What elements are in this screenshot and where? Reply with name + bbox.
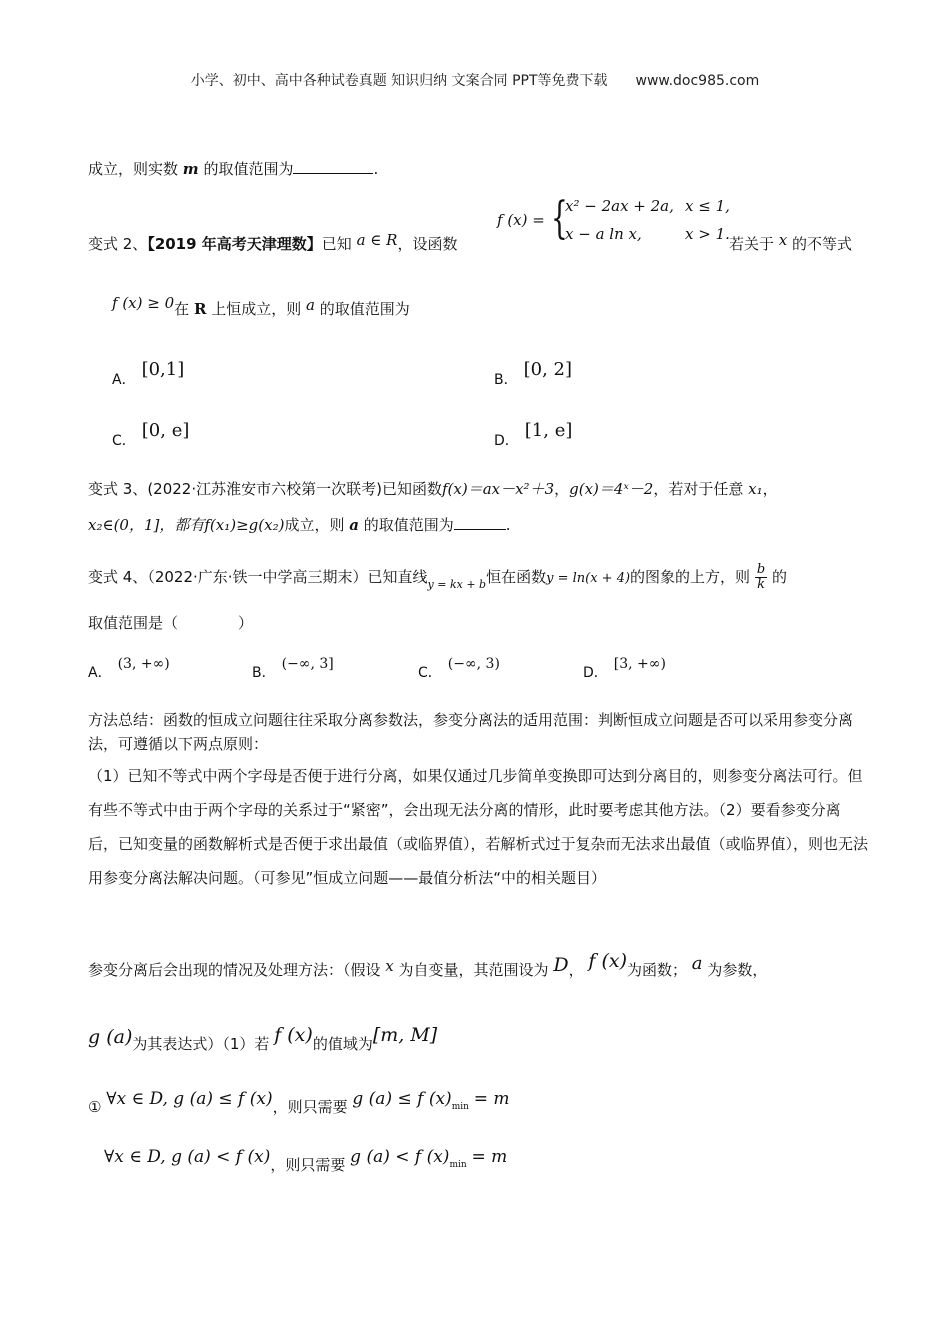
circle-number: ①: [88, 1098, 102, 1116]
variant-3-line: 变式 3、(2022·江苏淮安市六校第一次联考)已知函数f(x)＝ax－x²＋3，g(x)＝4ˣ－2，若对于任意 x₁，: [88, 480, 778, 498]
choice-letter: D．: [583, 665, 608, 681]
subscript-min: min: [449, 1160, 467, 1170]
variant-source: （2022·广东·铁一中学高三期末）: [147, 568, 368, 586]
variant-label: 变式 2、: [88, 235, 148, 253]
math-condition: ∀x ∈ D, g (a) ≤ f (x): [106, 1089, 273, 1109]
text: 上恒成立，则: [211, 300, 302, 318]
choice-letter: B．: [494, 372, 518, 388]
header-text: 小学、初中、高中各种试卷真题 知识归纳 文案合同 PPT等免费下载: [190, 73, 608, 89]
text: 在: [174, 300, 190, 318]
math-inequality: f(x₁)≥g(x₂): [204, 516, 285, 534]
math-result: g (a) < f (x): [350, 1147, 450, 1167]
text: 的不等式: [792, 235, 853, 253]
cases-line-2: [88, 1024, 438, 1055]
variable-a: a: [349, 516, 359, 534]
math-case1: x² − 2ax + 2a,: [565, 197, 674, 215]
choice-value: [0, 2]: [523, 359, 573, 380]
variant-source: 【2019 年高考天津理数】: [147, 235, 322, 253]
fraction-b-over-k: [755, 563, 767, 592]
choice-letter: B．: [252, 665, 276, 681]
variant-4-line-2: [88, 612, 253, 634]
choice-value: [0,1]: [141, 359, 185, 380]
cases-line-1: [88, 950, 768, 981]
text: ，: [568, 961, 584, 979]
variant-2-tail: [729, 233, 852, 255]
text: ，: [554, 480, 570, 498]
text: 成立，则实数: [88, 160, 179, 178]
answer-blank: [293, 159, 373, 174]
frac-numerator: b: [756, 562, 766, 577]
variable-a: a: [305, 296, 315, 314]
choice-value: (3, +∞): [117, 656, 170, 672]
variant-label: 变式 4、: [88, 568, 148, 586]
choice-value: [0, e]: [141, 420, 190, 441]
text: 的值域为: [312, 1035, 373, 1053]
text: 成立，则: [284, 516, 345, 534]
v4-choice-a[interactable]: [88, 656, 170, 682]
math-x1: x₁: [748, 480, 763, 498]
math-condition: ∀x ∈ D, g (a) < f (x): [104, 1147, 271, 1167]
case-1-rule-2: [104, 1147, 508, 1182]
text: 为参数，: [707, 961, 768, 979]
choice-letter: C．: [418, 665, 442, 681]
case-row-2: [565, 225, 730, 243]
method-principles: （1）已知不等式中两个字母是否便于进行分离，如果仅通过几步简单变换即可达到分离目的，则参变分离法可行。但有些不等式中由于两个字母的关系过于“紧密”，会出现无法分离的情形，此时要考虑其他方法。（2）要看参变分离后，已知变量的函数解析式是否便于求出最值（或临界值），若解析式过于复杂而无法求出最值（或临界值），则也无法用参变分离法解决问题。（可参见”恒成立问题——最值分析法“中的相关题目）: [88, 767, 869, 887]
math-fx: f (x): [588, 950, 627, 972]
text: ，设函数: [397, 235, 458, 253]
choice-letter: D．: [494, 433, 519, 449]
text: ，则只需要: [272, 1098, 348, 1116]
text: 的图象的上方，则: [630, 568, 751, 586]
variant-4-line: [88, 563, 787, 592]
variant-source: (2022·江苏淮安市六校第一次联考): [147, 480, 382, 498]
math-R: R: [193, 300, 207, 318]
choice-letter: A．: [88, 665, 112, 681]
variant-2-line: [88, 233, 458, 255]
variable-D: D: [553, 954, 569, 976]
v4-choice-b[interactable]: [252, 656, 334, 682]
choice-letter: C．: [112, 433, 136, 449]
math-fx: f (x): [274, 1024, 313, 1046]
text: 为函数；: [627, 961, 688, 979]
text: 的: [771, 568, 787, 586]
variant-2-line-2: [112, 294, 410, 320]
variable-x: x: [778, 231, 788, 249]
math-a-in-R: a ∈ R: [356, 231, 398, 249]
text: 为其表达式）（1）若: [132, 1035, 270, 1053]
text: 若关于: [729, 235, 775, 253]
text: 参变分离后会出现的情况及处理方法：（假设: [88, 961, 381, 979]
brace: {: [551, 193, 568, 244]
case-row-1: [565, 197, 730, 215]
header-site: www.doc985.com: [635, 73, 760, 89]
math-range: [m, M]: [372, 1024, 438, 1046]
text: 的取值范围为: [319, 300, 410, 318]
text: 已知函数: [381, 480, 442, 498]
math-result: g (a) ≤ f (x): [352, 1089, 452, 1109]
math-eq: = m: [473, 1089, 510, 1109]
math-inequality: f (x) ≥ 0: [112, 294, 175, 312]
math-line: y = kx + b: [427, 578, 487, 591]
math-g: g(x)＝4ˣ－2: [569, 480, 654, 498]
text: 已知直线: [367, 568, 428, 586]
text: .: [373, 160, 379, 178]
method-summary: 方法总结：函数的恒成立问题往往采取分离参数法，参变分离法的适用范围：判断恒成立问题是否可以采用参变分离法，可遵循以下两点原则：: [88, 711, 854, 753]
subscript-min: min: [451, 1102, 469, 1112]
v4-choice-c[interactable]: [418, 656, 500, 682]
page-header: [0, 70, 950, 90]
answer-blank: [454, 515, 506, 530]
choice-value: (−∞, 3): [447, 656, 500, 672]
choice-value: (−∞, 3]: [281, 656, 334, 672]
math-cond2: x > 1.: [685, 225, 730, 243]
text: 的取值范围为: [363, 516, 454, 534]
choice-d[interactable]: [494, 420, 573, 450]
text: 恒在函数: [486, 568, 547, 586]
continuation-line: [88, 158, 378, 180]
choice-b[interactable]: [494, 359, 573, 389]
math-f: f(x)＝ax－x²＋3: [441, 480, 555, 498]
choice-c[interactable]: [112, 420, 190, 450]
choice-value: [3, +∞): [613, 656, 666, 672]
case-1-rule: [88, 1089, 510, 1124]
math-fx: f (x) =: [497, 211, 545, 229]
text: 的取值范围为: [203, 160, 294, 178]
math-eq: = m: [471, 1147, 508, 1167]
variable-x: x: [385, 957, 394, 975]
math-domain: x₂∈(0，1]，都有: [88, 516, 205, 534]
math-func: y = ln(x + 4): [546, 571, 631, 586]
text: 为自变量，其范围设为: [398, 961, 549, 979]
math-cond1: x ≤ 1,: [685, 197, 730, 215]
math-ga: g (a): [88, 1026, 133, 1048]
choice-letter: A．: [112, 372, 136, 388]
choice-a[interactable]: [112, 359, 185, 389]
math-case2: x − a ln x,: [565, 225, 642, 243]
variable-a: a: [691, 953, 703, 974]
choice-value: [1, e]: [524, 420, 573, 441]
variable-m: m: [182, 160, 199, 178]
v4-choice-d[interactable]: [583, 656, 666, 682]
text: ，则只需要: [270, 1156, 346, 1174]
text: ，若对于任意: [653, 480, 744, 498]
text: 取值范围是（ ）: [88, 614, 254, 632]
piecewise-function: [497, 193, 737, 251]
text: 已知: [321, 235, 352, 253]
variant-label: 变式 3、: [88, 480, 148, 498]
frac-denominator: k: [757, 577, 765, 592]
variant-3-line-2: [88, 514, 511, 536]
text: .: [505, 516, 511, 534]
